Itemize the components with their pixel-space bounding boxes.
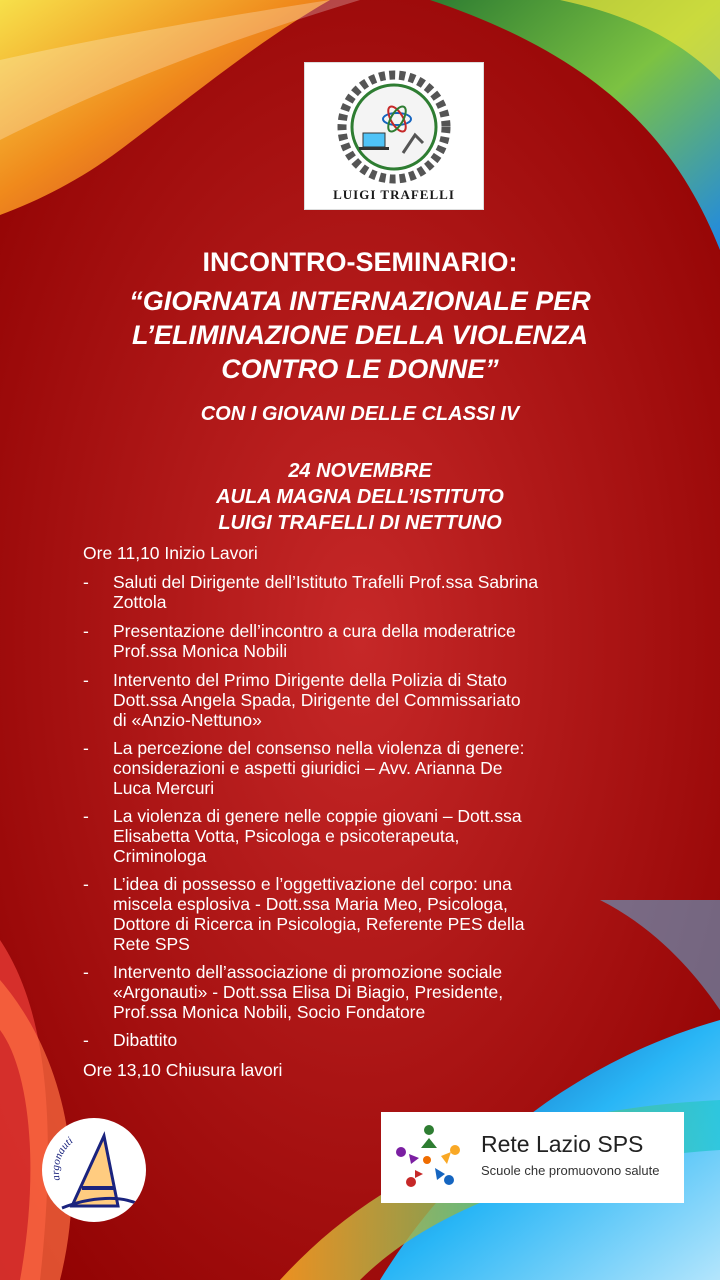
agenda-item-line: «Argonauti» - Dott.ssa Elisa Di Biagio, Presidente, xyxy=(113,982,504,1002)
agenda-item-line: Presentazione dell’incontro a cura della moderatrice xyxy=(113,621,516,641)
title-line-1: INCONTRO-SEMINARIO: xyxy=(202,247,518,277)
agenda-item xyxy=(83,670,643,730)
bullet-dash: - xyxy=(83,806,89,826)
svg-text:argonauti xyxy=(50,1135,76,1182)
event-title xyxy=(0,284,720,386)
rete-name: Rete Lazio SPS xyxy=(481,1131,644,1157)
argonauti-sail-icon xyxy=(42,1118,146,1222)
event-title-line: “GIORNATA INTERNAZIONALE PER xyxy=(129,286,591,316)
event-title-line: L’ELIMINAZIONE DELLA VIOLENZA xyxy=(132,320,588,350)
bullet-dash: - xyxy=(83,962,89,982)
bullet-dash: - xyxy=(83,670,89,690)
agenda-item-line: Elisabetta Votta, Psicologa e psicoterapeuta, xyxy=(113,826,460,846)
agenda-item-line: La violenza di genere nelle coppie giovani – Dott.ssa xyxy=(113,806,522,826)
argonauti-text: argonauti xyxy=(49,1134,76,1182)
date: 24 NOVEMBRE xyxy=(288,460,432,482)
agenda-item xyxy=(83,1030,643,1050)
agenda-item-line: L’idea di possesso e l’oggettivazione del corpo: una xyxy=(113,874,512,894)
agenda-item-line: Intervento del Primo Dirigente della Polizia di Stato xyxy=(113,670,507,690)
agenda-item xyxy=(83,962,643,1022)
agenda-item-line: Criminologa xyxy=(113,846,207,866)
agenda-item xyxy=(83,738,643,798)
start-time: Ore 11,10 Inizio Lavori xyxy=(83,543,258,563)
bullet-dash: - xyxy=(83,621,89,641)
agenda-item-line: Prof.ssa Monica Nobili, Socio Fondatore xyxy=(113,1002,426,1022)
bullet-dash: - xyxy=(83,1030,89,1050)
location-line: LUIGI TRAFELLI DI NETTUNO xyxy=(218,512,502,534)
agenda-item-line: Dibattito xyxy=(113,1030,178,1050)
people-circle-icon xyxy=(391,1120,467,1196)
agenda-item-line: Dottore di Ricerca in Psicologia, Referente PES della xyxy=(113,914,525,934)
agenda-item-line: miscela esplosiva - Dott.ssa Maria Meo, Psicologa, xyxy=(113,894,508,914)
end-time: Ore 13,10 Chiusura lavori xyxy=(83,1060,283,1080)
bullet-dash: - xyxy=(83,874,89,894)
agenda-item-line: di «Anzio-Nettuno» xyxy=(113,710,262,730)
agenda-item-line: La percezione del consenso nella violenza di genere: xyxy=(113,738,525,758)
subtitle: CON I GIOVANI DELLE CLASSI IV xyxy=(200,403,520,425)
agenda-item-line: Zottola xyxy=(113,592,167,612)
agenda-item-line: Saluti del Dirigente dell’Istituto Trafelli Prof.ssa Sabrina xyxy=(113,572,539,592)
location-line: AULA MAGNA DELL’ISTITUTO xyxy=(216,486,504,508)
agenda-item xyxy=(83,572,643,612)
agenda-item xyxy=(83,874,643,954)
bullet-dash: - xyxy=(83,738,89,758)
school-logo xyxy=(304,62,484,210)
agenda-item-line: Luca Mercuri xyxy=(113,778,215,798)
agenda-item-line: Rete SPS xyxy=(113,934,190,954)
rete-lazio-sps-logo xyxy=(381,1112,684,1203)
rete-tagline: Scuole che promuovono salute xyxy=(481,1163,660,1178)
agenda-item xyxy=(83,806,643,866)
agenda-item-line: considerazioni e aspetti giuridici – Avv. Arianna De xyxy=(113,758,503,778)
agenda-item xyxy=(83,621,643,661)
date-location xyxy=(0,458,720,536)
argonauti-logo xyxy=(42,1118,146,1222)
bullet-dash: - xyxy=(83,572,89,592)
school-logo-name: LUIGI TRAFELLI xyxy=(333,187,455,202)
agenda-item-line: Intervento dell’associazione di promozione sociale xyxy=(113,962,503,982)
agenda-item-line: Dott.ssa Angela Spada, Dirigente del Commissariato xyxy=(113,690,521,710)
agenda-item-line: Prof.ssa Monica Nobili xyxy=(113,641,288,661)
event-title-line: CONTRO LE DONNE” xyxy=(221,354,499,384)
